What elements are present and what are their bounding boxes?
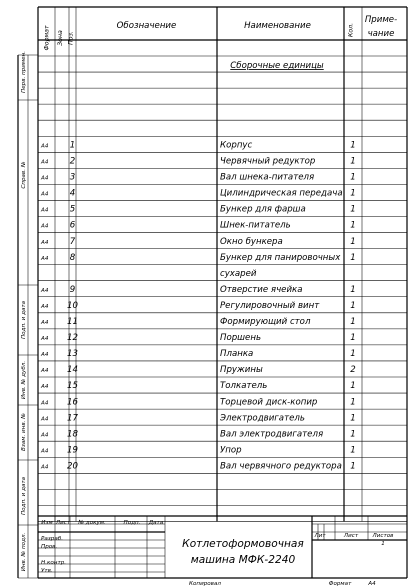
row-format: А4 <box>41 368 49 375</box>
tb-col-izm: Изм <box>41 520 53 526</box>
row-position: 20 <box>67 461 78 472</box>
header-zone: Зона <box>57 30 64 46</box>
section-title: Сборочные единицы <box>230 61 324 71</box>
document-title-line1: Котлетоформовочная <box>182 538 304 550</box>
tb-col-podp: Подп. <box>123 520 141 526</box>
tb-utv: Утв. <box>41 568 53 574</box>
side-label-inv-dubl: Инв. № дубл. <box>21 360 27 400</box>
header-note-line1: Приме- <box>364 15 398 25</box>
row-quantity: 1 <box>350 236 356 247</box>
row-format: А4 <box>41 448 49 455</box>
row-position: 4 <box>69 188 76 199</box>
header-name: Наименование <box>244 21 311 31</box>
row-position: 9 <box>69 284 76 295</box>
row-format: А4 <box>41 159 49 166</box>
row-name: Корпус <box>220 140 253 151</box>
header-format: Формат <box>43 25 51 51</box>
row-position: 15 <box>67 381 78 392</box>
row-format: А4 <box>41 143 49 150</box>
row-name: Регулировочный винт <box>220 300 320 311</box>
row-name: Толкатель <box>220 381 268 392</box>
footer <box>189 581 376 587</box>
row-format: А4 <box>41 464 49 471</box>
row-quantity: 1 <box>350 172 356 183</box>
row-format: А4 <box>41 320 49 326</box>
row-position: 13 <box>67 349 78 360</box>
tb-razrab: Разраб. <box>41 536 63 542</box>
row-position: 19 <box>67 445 78 456</box>
side-label-podp-data-1: Подп. и дата <box>21 300 27 340</box>
row-name: Шнек-питатель <box>220 220 291 231</box>
row-format: А4 <box>41 432 49 439</box>
row-name: Торцевой диск-копир <box>220 397 318 408</box>
row-quantity: 1 <box>350 397 356 408</box>
row-position: 17 <box>67 413 78 424</box>
row-quantity: 1 <box>350 317 356 327</box>
row-quantity: 1 <box>350 300 356 311</box>
row-format: А4 <box>41 191 49 198</box>
row-name: Упор <box>220 445 242 456</box>
row-name: Окно бункера <box>220 236 283 247</box>
row-name: Формирующий стол <box>220 317 311 327</box>
row-quantity: 1 <box>350 140 356 151</box>
header-designation: Обозначение <box>116 21 177 31</box>
row-format: А4 <box>41 207 49 214</box>
tb-col-doc: № докум. <box>78 520 106 526</box>
row-position: 11 <box>67 317 78 327</box>
tb-col-list: Лист <box>55 520 71 526</box>
row-name: Цилиндрическая передача <box>220 188 343 199</box>
row-format: А4 <box>41 416 49 423</box>
side-label-sprav: Справ. № <box>21 161 27 189</box>
tb-prov: Пров. <box>41 544 58 550</box>
footer-copied: Копировал <box>189 581 221 587</box>
row-quantity: 1 <box>350 188 356 199</box>
row-quantity: 1 <box>350 284 356 295</box>
row-quantity: 1 <box>350 156 356 167</box>
row-position: 5 <box>69 204 76 215</box>
tb-listov: Листов <box>372 533 394 539</box>
row-position: 16 <box>67 397 78 408</box>
row-name: Вал шнека-питателя <box>220 172 315 183</box>
row-format: А4 <box>41 223 49 230</box>
row-quantity: 1 <box>350 381 356 392</box>
row-position: 7 <box>69 236 76 247</box>
row-position: 3 <box>69 172 76 183</box>
side-label-vzam-inv: Взам. инв. № <box>21 413 27 451</box>
row-format: А4 <box>41 303 49 310</box>
row-name: Бункер для панировочных <box>220 252 341 263</box>
row-position: 6 <box>69 220 76 231</box>
row-name: Электродвигатель <box>220 413 305 424</box>
row-quantity: 1 <box>350 349 356 360</box>
row-name: Червячный редуктор <box>220 156 316 167</box>
header-note-line2: чание <box>367 29 395 39</box>
tb-nkontr: Н.контр. <box>41 560 67 566</box>
row-position: 8 <box>69 252 76 263</box>
row-name: Вал червячного редуктора <box>220 461 342 472</box>
row-name: Вал электродвигателя <box>220 429 324 440</box>
tb-list: Лист <box>343 533 359 539</box>
row-quantity: 1 <box>350 445 356 456</box>
row-quantity: 1 <box>350 429 356 440</box>
table-body <box>40 140 356 471</box>
row-position: 14 <box>67 365 78 376</box>
row-position: 1 <box>69 140 76 151</box>
row-quantity: 1 <box>350 461 356 472</box>
row-format: А4 <box>41 255 49 262</box>
row-format: А4 <box>41 336 49 343</box>
row-name: Пружины <box>220 365 263 376</box>
row-format: А4 <box>41 384 49 391</box>
row-format: А4 <box>41 239 49 246</box>
row-position: 12 <box>67 333 78 344</box>
row-quantity: 1 <box>350 220 356 231</box>
row-quantity: 1 <box>350 333 356 344</box>
row-name: Планка <box>220 349 254 360</box>
row-quantity: 1 <box>350 252 356 263</box>
row-name: сухарей <box>220 268 257 279</box>
side-labels <box>21 51 27 572</box>
row-position: 2 <box>69 156 76 167</box>
row-format: А4 <box>41 400 49 407</box>
side-label-inv-podl: Инв. № подл. <box>21 532 27 572</box>
footer-format-value: А4 <box>368 581 376 587</box>
table-grid <box>18 7 407 578</box>
footer-format-label: Формат <box>328 581 352 587</box>
row-quantity: 1 <box>350 204 356 215</box>
header-qty: Кол. <box>347 22 355 38</box>
row-position: 10 <box>67 300 78 311</box>
row-quantity: 1 <box>350 413 356 424</box>
title-block <box>41 520 393 574</box>
tb-listov-value: 1 <box>381 541 385 547</box>
row-format: А4 <box>41 287 49 294</box>
row-format: А4 <box>41 175 49 182</box>
tb-col-data: Дата <box>148 520 164 526</box>
row-name: Отверстие ячейка <box>220 284 303 295</box>
header-pos: Поз. <box>67 31 75 45</box>
side-label-podp-data-2: Подп. и дата <box>21 476 27 516</box>
row-name: Поршень <box>220 333 262 344</box>
tb-lit: Лит <box>314 533 326 539</box>
row-quantity: 2 <box>350 365 356 376</box>
side-label-perv-primen: Перв. примен. <box>21 51 27 93</box>
row-format: А4 <box>41 352 49 359</box>
row-position: 18 <box>67 429 78 440</box>
row-name: Бункер для фарша <box>220 204 306 215</box>
document-title-line2: машина МФК-2240 <box>190 554 296 566</box>
